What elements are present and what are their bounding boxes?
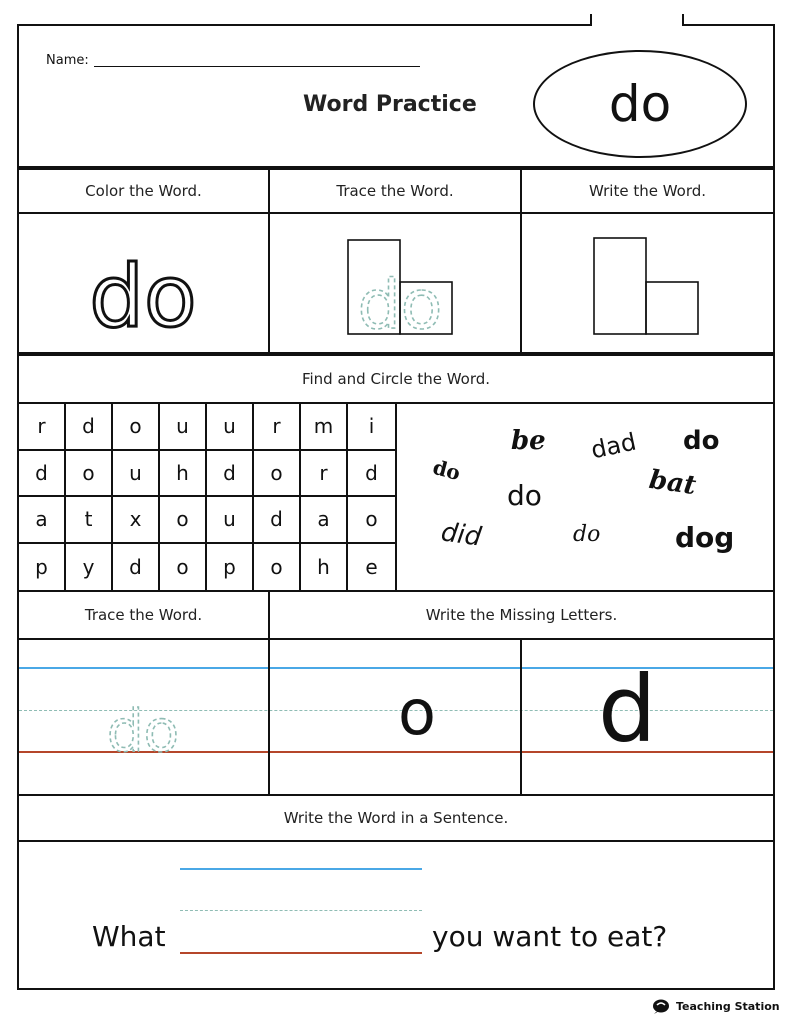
- grid-letter-cell[interactable]: o: [113, 404, 160, 451]
- color-word-header: [17, 168, 270, 214]
- sentence-label: Write the Word in a Sentence.: [283, 809, 509, 827]
- sentence-mid-line: [180, 910, 422, 911]
- trace-word-label: Trace the Word.: [336, 182, 454, 200]
- grid-letter-cell[interactable]: o: [254, 451, 301, 498]
- missing-letter-o: o: [398, 676, 436, 749]
- scatter-word[interactable]: be: [511, 426, 546, 456]
- grid-letter-cell[interactable]: r: [254, 404, 301, 451]
- sentence-header: [17, 794, 775, 842]
- notch-left-edge: [590, 14, 592, 26]
- grid-letter-cell[interactable]: h: [301, 544, 348, 591]
- name-label: Name:: [46, 53, 89, 68]
- missing-letter-panel-1: [268, 638, 522, 796]
- grid-letter-cell[interactable]: o: [254, 544, 301, 591]
- outlined-word-text: do: [89, 247, 197, 347]
- missing-letters-header: [268, 590, 775, 640]
- grid-letter-cell[interactable]: d: [113, 544, 160, 591]
- write-word-label: Write the Word.: [588, 182, 707, 200]
- sentence-after: you want to eat?: [432, 920, 668, 953]
- sentence-panel: [17, 840, 775, 990]
- grid-letter-cell[interactable]: o: [348, 497, 395, 544]
- scatter-word[interactable]: dad: [588, 427, 639, 465]
- grid-letter-cell[interactable]: d: [207, 451, 254, 498]
- scatter-word[interactable]: do: [573, 522, 601, 547]
- scatter-word[interactable]: did: [439, 517, 484, 553]
- grid-letter-cell[interactable]: t: [66, 497, 113, 544]
- missing-letter-d: d: [598, 656, 657, 763]
- color-word-label: Color the Word.: [85, 182, 202, 200]
- grid-letter-cell[interactable]: d: [19, 451, 66, 498]
- write-word-panel: [520, 212, 775, 354]
- trace-word-panel: [268, 212, 522, 354]
- footer-brand: [652, 998, 780, 1014]
- trace-word-header-2: [17, 590, 270, 640]
- header-notch: [592, 20, 682, 28]
- trace-word-boxes[interactable]: [270, 214, 520, 352]
- teaching-station-logo-icon: [652, 998, 672, 1014]
- grid-letter-cell[interactable]: d: [254, 497, 301, 544]
- divider: [268, 638, 270, 796]
- scatter-word[interactable]: do: [683, 426, 720, 456]
- sight-word-oval: [533, 50, 747, 158]
- grid-letter-cell[interactable]: e: [365, 554, 378, 579]
- grid-letter-cell[interactable]: u: [113, 451, 160, 498]
- find-circle-label: Find and Circle the Word.: [301, 370, 491, 388]
- grid-letter-cell[interactable]: h: [160, 451, 207, 498]
- svg-text:do: do: [106, 697, 180, 765]
- scatter-word[interactable]: bat: [647, 464, 698, 502]
- trace-word-header: [268, 168, 522, 214]
- grid-letter-cell[interactable]: d: [66, 404, 113, 451]
- grid-letter-cell[interactable]: i: [348, 404, 395, 451]
- grid-letter-cell[interactable]: o: [66, 451, 113, 498]
- name-line[interactable]: [94, 66, 420, 67]
- write-word-header: [520, 168, 775, 214]
- grid-letter-cell[interactable]: r: [301, 451, 348, 498]
- find-circle-header: [17, 354, 775, 404]
- trace-word-label-2: Trace the Word.: [84, 606, 203, 624]
- sentence-base-line[interactable]: [180, 952, 422, 954]
- scatter-word[interactable]: dog: [675, 521, 735, 554]
- grid-letter-cell[interactable]: r: [19, 404, 66, 451]
- missing-letters-label: Write the Missing Letters.: [425, 606, 618, 624]
- grid-letter-cell[interactable]: y: [66, 544, 113, 591]
- grid-letter-cell[interactable]: o: [160, 497, 207, 544]
- scatter-word[interactable]: do: [507, 479, 542, 512]
- grid-letter-cell[interactable]: u: [160, 404, 207, 451]
- grid-letter-cell[interactable]: a: [301, 497, 348, 544]
- brand-name: Teaching Station: [676, 999, 780, 1013]
- grid-letter-cell[interactable]: o: [160, 544, 207, 591]
- letter-grid: [17, 402, 397, 592]
- divider: [520, 638, 522, 796]
- sentence-before: What: [92, 920, 166, 953]
- notch-right-edge: [682, 14, 684, 26]
- scattered-words-panel: [395, 402, 775, 592]
- grid-letter-cell[interactable]: x: [113, 497, 160, 544]
- grid-letter-cell[interactable]: u: [207, 497, 254, 544]
- page-title: Word Practice: [303, 92, 477, 117]
- trace-word-dashed-2[interactable]: [19, 640, 268, 794]
- write-word-boxes[interactable]: [522, 214, 773, 352]
- trace-word-dashed: do: [357, 266, 443, 345]
- sight-word: do: [608, 75, 672, 133]
- scatter-word[interactable]: do: [430, 454, 463, 486]
- grid-letter-cell[interactable]: p: [19, 544, 66, 591]
- sentence-top-line: [180, 868, 422, 870]
- grid-letter-cell[interactable]: p: [207, 544, 254, 591]
- grid-letter-cell[interactable]: d: [348, 451, 395, 498]
- outlined-word[interactable]: [19, 214, 268, 352]
- color-word-panel: [17, 212, 270, 354]
- grid-letter-cell[interactable]: u: [207, 404, 254, 451]
- grid-letter-cell[interactable]: m: [301, 404, 348, 451]
- grid-letter-cell[interactable]: a: [19, 497, 66, 544]
